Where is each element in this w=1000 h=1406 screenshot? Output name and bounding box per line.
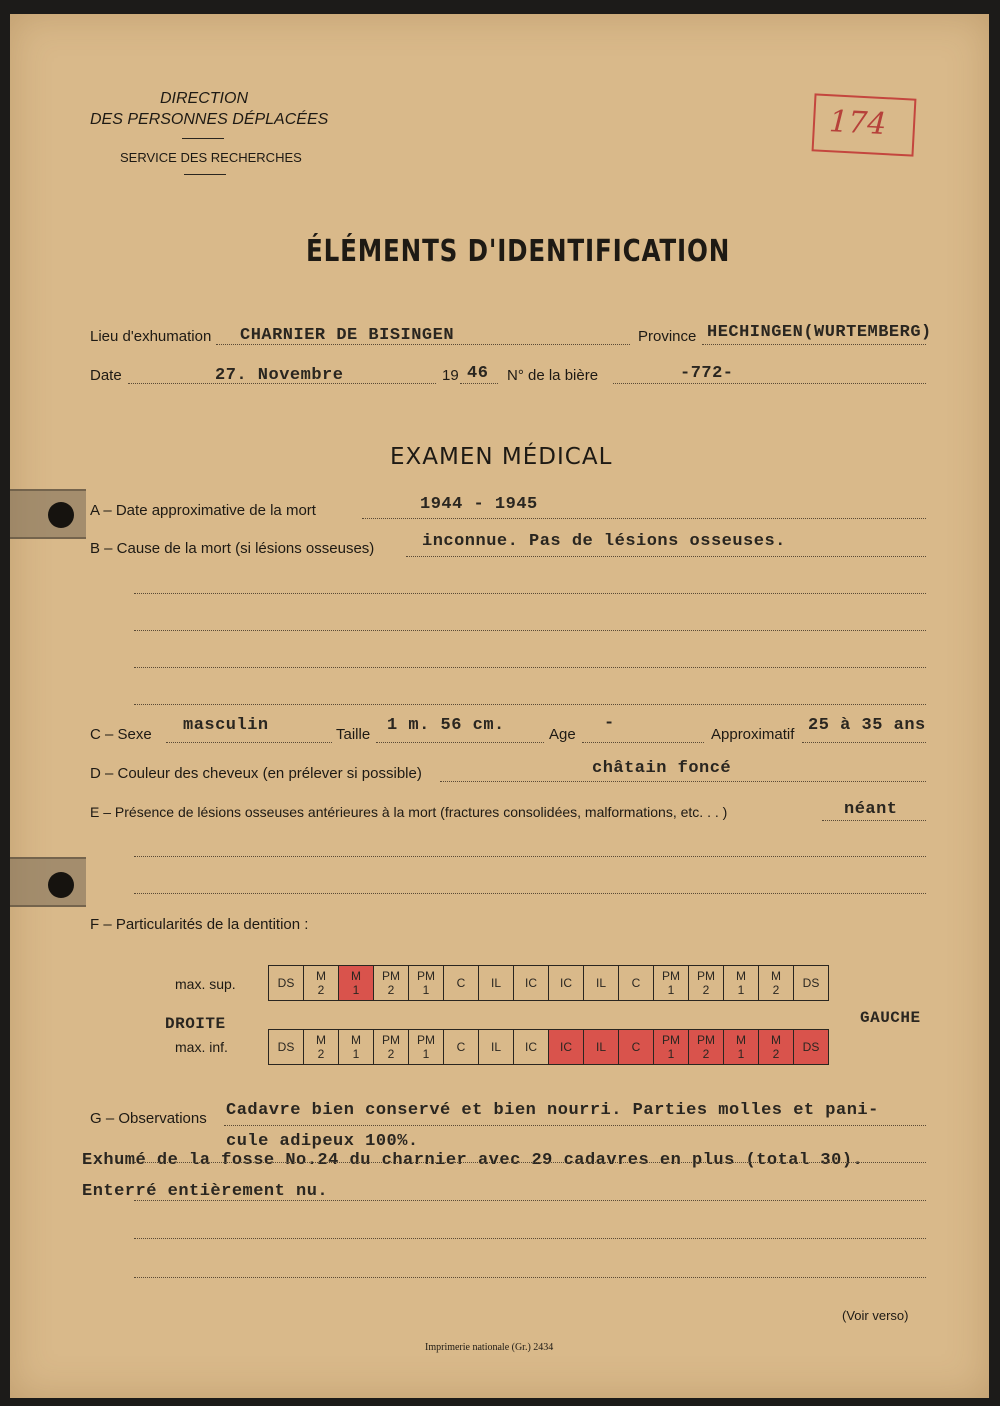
tooth-cell <box>794 1030 829 1065</box>
lieu-value: CHARNIER DE BISINGEN <box>240 326 455 345</box>
tooth-name: C <box>631 976 641 990</box>
tooth-name: M <box>771 969 781 983</box>
tooth-name: IL <box>490 976 501 990</box>
tooth-cell <box>339 966 374 1001</box>
exam-e-dotted-line <box>822 820 926 821</box>
tooth-cell <box>759 966 794 1001</box>
tooth-name: IL <box>595 1040 606 1054</box>
blank-line-4 <box>134 704 926 705</box>
tooth-name: M <box>736 969 746 983</box>
observations-line2: cule adipeux 100%. <box>226 1132 419 1151</box>
province-value: HECHINGEN(WURTEMBERG) <box>707 323 932 342</box>
tooth-cell <box>409 966 444 1001</box>
imprimerie-label: Imprimerie nationale (Gr.) 2434 <box>425 1342 554 1353</box>
tooth-cell <box>444 966 479 1001</box>
max-sup-label: max. sup. <box>175 976 236 992</box>
tooth-name: M <box>351 1033 361 1047</box>
tooth-name: IL <box>490 1040 501 1054</box>
tooth-index: 1 <box>352 983 360 997</box>
obs-dotted-line-1 <box>224 1125 926 1126</box>
sexe-value: masculin <box>183 716 269 735</box>
tooth-cell <box>584 966 619 1001</box>
tooth-name: IC <box>525 976 537 990</box>
tooth-name: PM <box>697 969 715 983</box>
tooth-index: 2 <box>317 1047 325 1061</box>
exam-a-value: 1944 - 1945 <box>420 495 538 514</box>
sexe-dotted-line <box>166 742 332 743</box>
tooth-index: 1 <box>422 983 430 997</box>
punch-hole-top <box>48 502 74 528</box>
tooth-cell <box>689 1030 724 1065</box>
blank-line-6 <box>134 893 926 894</box>
tooth-cell <box>724 966 759 1001</box>
observations-line1: Cadavre bien conservé et bien nourri. Parties molles et pani- <box>226 1101 879 1120</box>
taille-dotted-line <box>376 742 544 743</box>
biere-dotted-line <box>613 383 926 384</box>
document-title: ÉLÉMENTS D'IDENTIFICATION <box>306 234 731 269</box>
tooth-index: 2 <box>702 983 710 997</box>
org-line1: DIRECTION <box>160 90 248 107</box>
tooth-cell <box>654 1030 689 1065</box>
blank-line-1 <box>134 593 926 594</box>
approx-label: Approximatif <box>711 726 795 743</box>
tooth-index: 2 <box>317 983 325 997</box>
service-label: SERVICE DES RECHERCHES <box>120 150 302 165</box>
tooth-name: IC <box>560 976 572 990</box>
tooth-cell <box>444 1030 479 1065</box>
tooth-cell <box>549 1030 584 1065</box>
tooth-name: PM <box>382 969 400 983</box>
tooth-cell <box>479 1030 514 1065</box>
tooth-cell <box>514 966 549 1001</box>
observations-line3: Exhumé de la fosse No.24 du charnier avec 29 cadavres en plus (total 30). <box>82 1151 864 1170</box>
tooth-cell <box>374 1030 409 1065</box>
tooth-cell <box>584 1030 619 1065</box>
tooth-name: M <box>736 1033 746 1047</box>
droite-label: DROITE <box>165 1015 226 1033</box>
approx-value: 25 à 35 ans <box>808 716 926 735</box>
tooth-name: IL <box>595 976 606 990</box>
tooth-cell <box>759 1030 794 1065</box>
tooth-name: DS <box>802 976 820 990</box>
tooth-cell <box>304 1030 339 1065</box>
tooth-cell <box>374 966 409 1001</box>
tooth-name: M <box>316 969 326 983</box>
document-sheet <box>10 14 989 1398</box>
tooth-name: PM <box>382 1033 400 1047</box>
lower-teeth-chart <box>268 1029 829 1065</box>
tooth-index: 1 <box>667 1047 675 1061</box>
obs-dotted-line-5 <box>134 1277 926 1278</box>
tooth-cell <box>654 966 689 1001</box>
tooth-cell <box>339 1030 374 1065</box>
exam-e-value: néant <box>844 800 898 819</box>
tooth-index: 2 <box>387 983 395 997</box>
tooth-name: DS <box>802 1040 820 1054</box>
exam-d-dotted-line <box>440 781 926 782</box>
age-value: - <box>604 714 615 733</box>
tooth-index: 1 <box>737 983 745 997</box>
tooth-name: DS <box>277 1040 295 1054</box>
tooth-cell <box>479 966 514 1001</box>
file-number-stamp <box>812 93 917 156</box>
exam-b-label: B – Cause de la mort (si lésions osseuses) <box>90 540 375 557</box>
tooth-cell <box>619 1030 654 1065</box>
exam-b-value: inconnue. Pas de lésions osseuses. <box>422 532 786 551</box>
age-dotted-line <box>582 742 704 743</box>
blank-line-5 <box>134 856 926 857</box>
tooth-name: M <box>351 969 361 983</box>
stamp-number: 174 <box>828 104 888 143</box>
tooth-name: DS <box>277 976 295 990</box>
tooth-cell <box>304 966 339 1001</box>
tooth-name: M <box>316 1033 326 1047</box>
tooth-cell <box>409 1030 444 1065</box>
taille-value: 1 m. 56 cm. <box>387 716 505 735</box>
tooth-cell <box>269 966 304 1001</box>
tooth-name: PM <box>662 969 680 983</box>
exam-c-label: C – Sexe <box>90 726 152 743</box>
header-rule-1 <box>182 138 224 139</box>
obs-dotted-line-2 <box>134 1162 926 1163</box>
tooth-cell <box>724 1030 759 1065</box>
tooth-cell <box>549 966 584 1001</box>
exam-e-label: E – Présence de lésions osseuses antérieures à la mort (fractures consolidées, malformations, etc. . . ) <box>90 804 728 820</box>
blank-line-3 <box>134 667 926 668</box>
tooth-cell <box>689 966 724 1001</box>
tooth-name: PM <box>417 969 435 983</box>
exam-d-label: D – Couleur des cheveux (en prélever si possible) <box>90 765 422 782</box>
date-value: 27. Novembre <box>215 366 344 385</box>
obs-dotted-line-4 <box>134 1238 926 1239</box>
year-dotted-line <box>460 383 498 384</box>
section-title: EXAMEN MÉDICAL <box>390 444 613 470</box>
province-label: Province <box>638 328 697 345</box>
voir-verso-label: (Voir verso) <box>842 1308 909 1323</box>
tooth-index: 1 <box>352 1047 360 1061</box>
biere-label: N° de la bière <box>507 367 599 384</box>
tooth-index: 2 <box>702 1047 710 1061</box>
tooth-index: 2 <box>772 983 780 997</box>
tooth-name: M <box>771 1033 781 1047</box>
tooth-name: C <box>456 1040 466 1054</box>
year-value: 46 <box>467 364 489 383</box>
approx-dotted-line <box>802 742 926 743</box>
tooth-index: 2 <box>387 1047 395 1061</box>
punch-hole-bottom <box>48 872 74 898</box>
exam-f-label: F – Particularités de la dentition : <box>90 916 309 933</box>
exam-a-label: A – Date approximative de la mort <box>90 502 316 519</box>
blank-line-2 <box>134 630 926 631</box>
upper-teeth-chart <box>268 965 829 1001</box>
tooth-cell <box>269 1030 304 1065</box>
lieu-label: Lieu d'exhumation <box>90 328 212 345</box>
obs-dotted-line-3 <box>134 1200 926 1201</box>
taille-label: Taille <box>336 726 371 743</box>
tooth-index: 1 <box>422 1047 430 1061</box>
tooth-index: 2 <box>772 1047 780 1061</box>
exam-d-value: châtain foncé <box>592 759 732 778</box>
tooth-name: IC <box>525 1040 537 1054</box>
exam-b-dotted-line <box>406 556 926 557</box>
max-inf-label: max. inf. <box>175 1039 228 1055</box>
date-label: Date <box>90 367 122 384</box>
tooth-cell <box>794 966 829 1001</box>
tooth-index: 1 <box>737 1047 745 1061</box>
tooth-name: PM <box>697 1033 715 1047</box>
tooth-name: PM <box>662 1033 680 1047</box>
exam-a-dotted-line <box>362 518 926 519</box>
tooth-cell <box>619 966 654 1001</box>
tooth-name: PM <box>417 1033 435 1047</box>
tooth-name: C <box>456 976 466 990</box>
tooth-name: C <box>631 1040 641 1054</box>
tooth-index: 1 <box>667 983 675 997</box>
observations-label: G – Observations <box>90 1110 207 1127</box>
province-dotted-line <box>702 344 926 345</box>
gauche-label: GAUCHE <box>860 1009 921 1027</box>
org-line2: DES PERSONNES DÉPLACÉES <box>90 111 329 128</box>
year-prefix: 19 <box>442 367 459 384</box>
age-label: Age <box>549 726 576 743</box>
header-rule-2 <box>184 174 226 175</box>
biere-value: -772- <box>680 364 734 383</box>
observations-line4: Enterré entièrement nu. <box>82 1182 329 1201</box>
tooth-name: IC <box>560 1040 572 1054</box>
tooth-cell <box>514 1030 549 1065</box>
